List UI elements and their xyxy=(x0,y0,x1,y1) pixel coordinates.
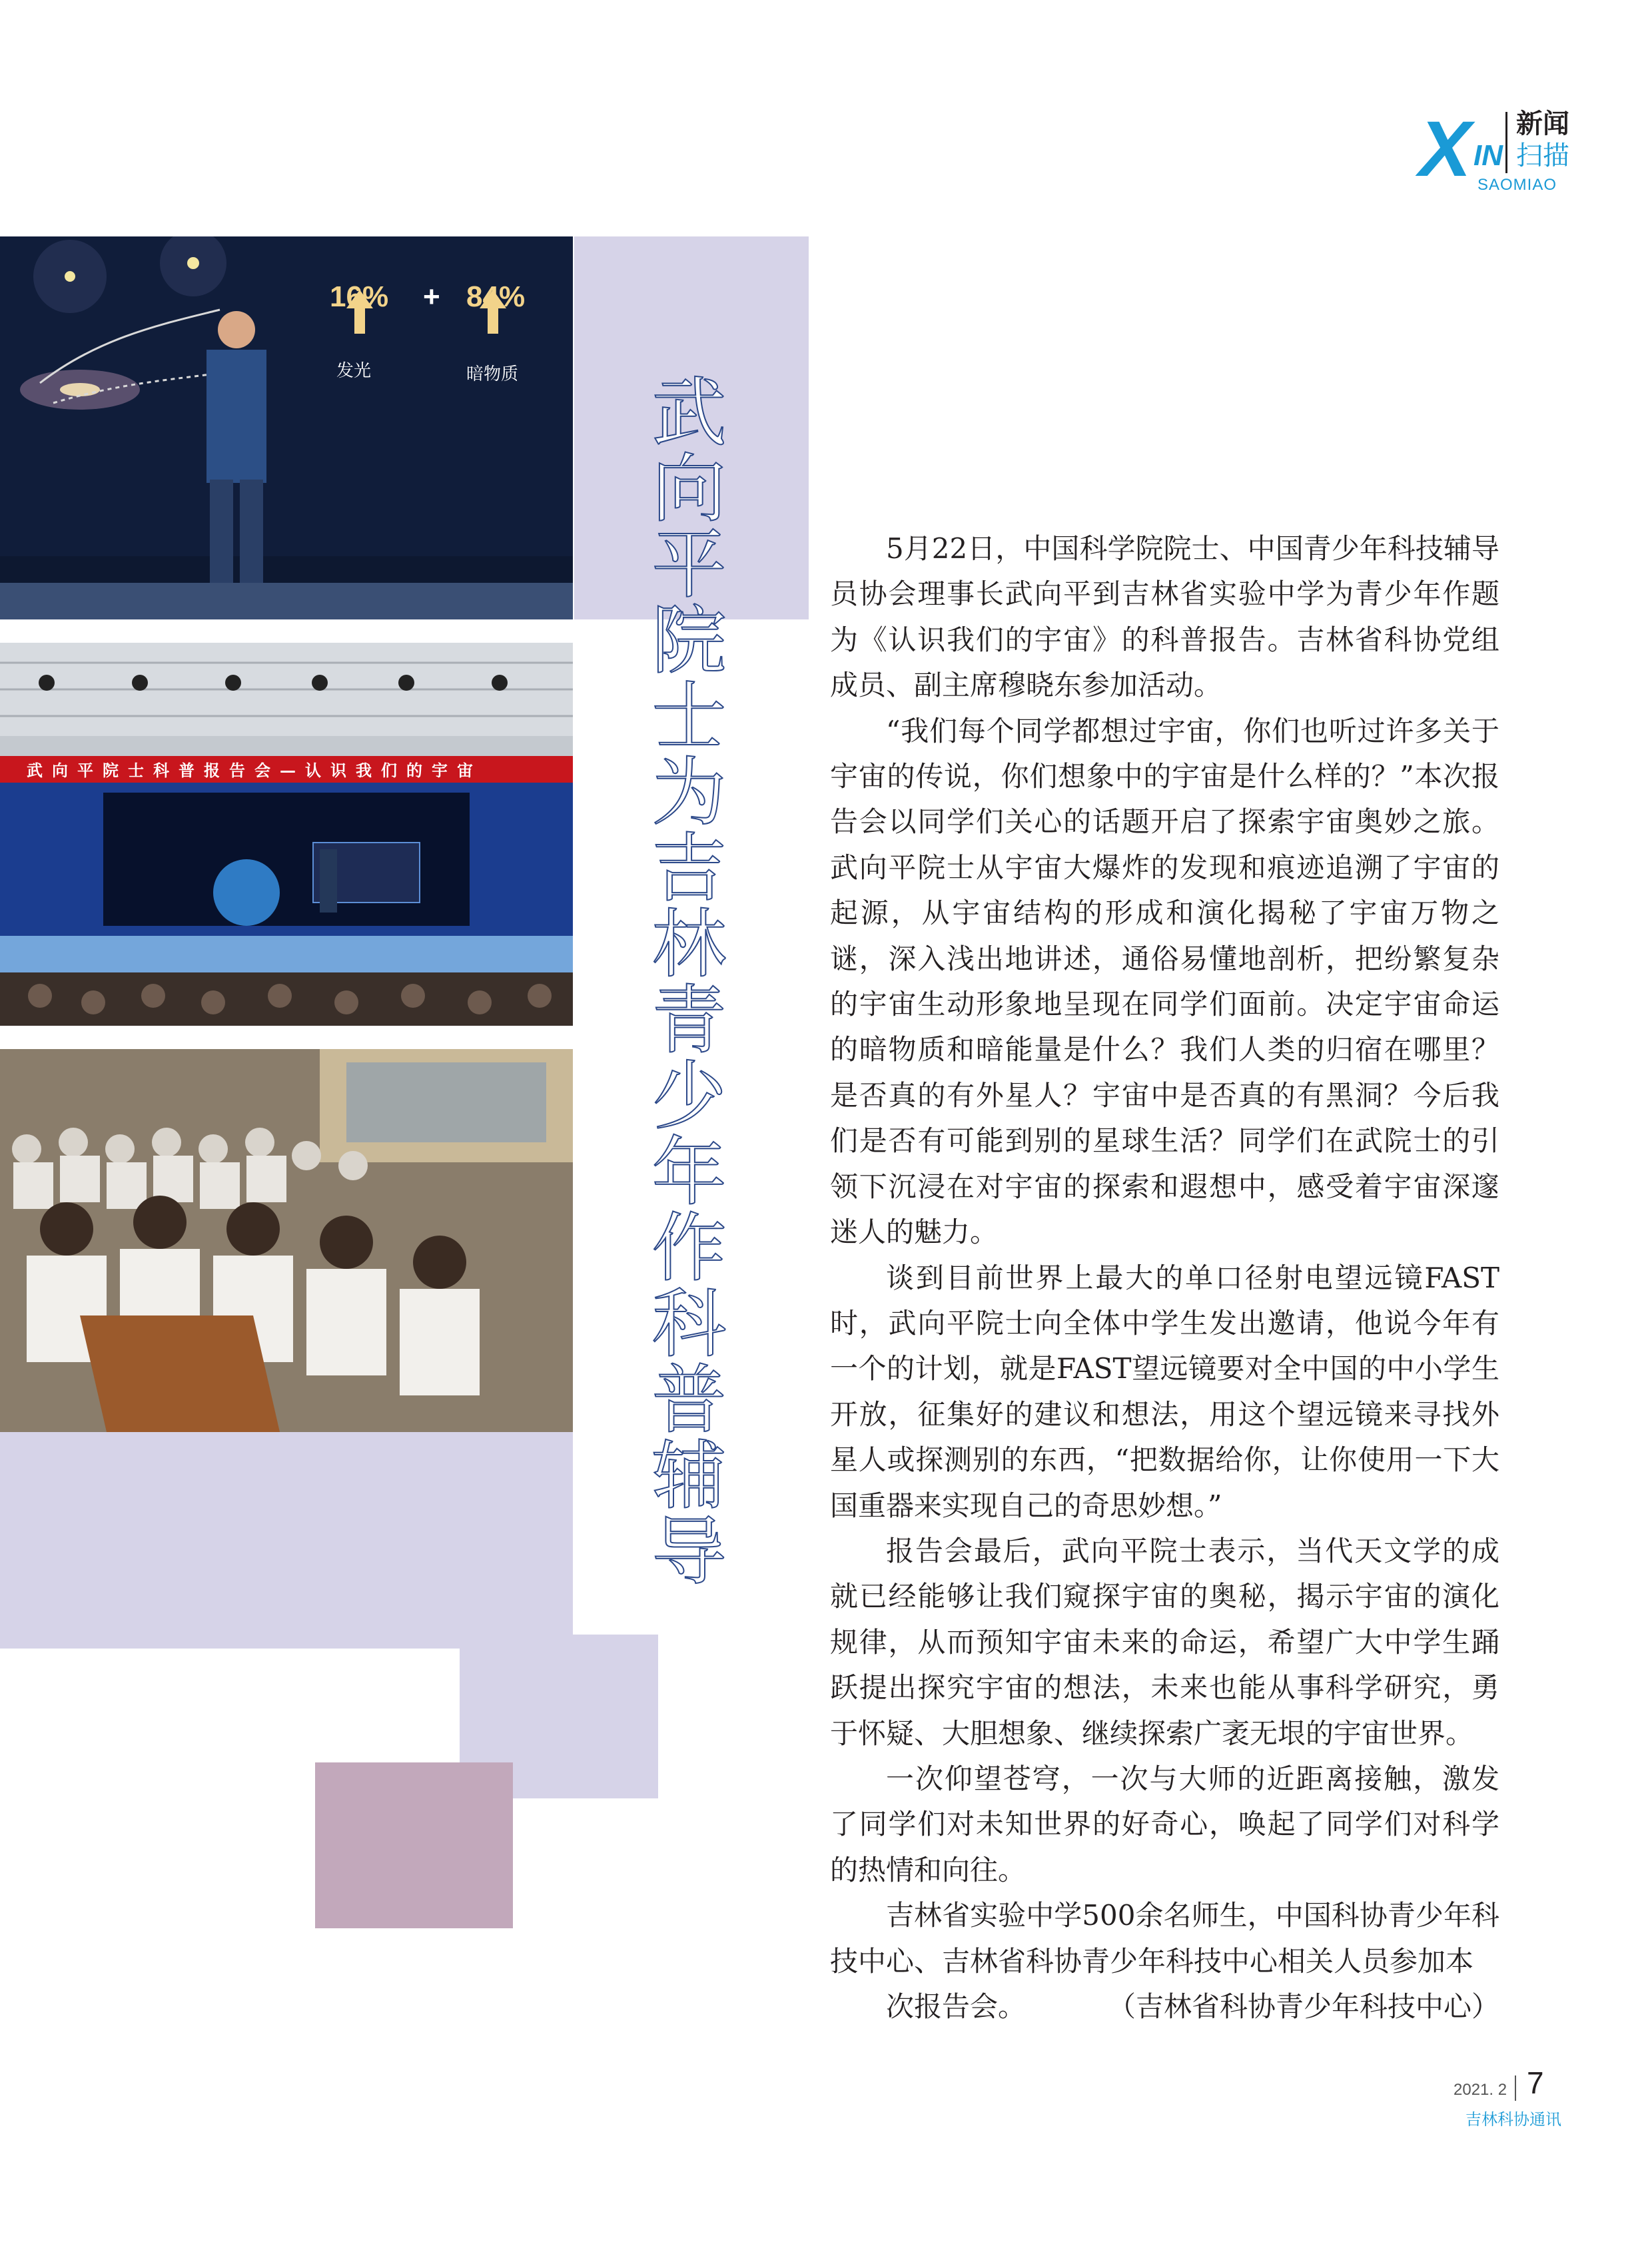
logo-english-text: SAOMIAO xyxy=(1477,176,1557,194)
closing-line xyxy=(830,1984,1499,2030)
author-signature: （吉林省科协青少年科技中心） xyxy=(1107,1990,1499,2023)
closing-text: 次报告会。 xyxy=(886,1990,1027,2023)
logo-in-letters: IN xyxy=(1473,139,1503,172)
logo-news-text: 新闻 xyxy=(1516,109,1569,139)
article-title: 武向平院士为吉林青少年作科普辅导 xyxy=(639,373,726,1588)
article-body xyxy=(830,526,1499,2030)
logo-x-letter: X xyxy=(1419,105,1471,193)
footer-divider xyxy=(1515,2075,1516,2101)
paragraph-4: 报告会最后，武向平院士表示，当代天文学的成就已经能够让我们窥探宇宙的奥秘，揭示宇宙的演化规律，从而预知宇宙未来的命运，希望广大中学生踊跃提出探究宇宙的想法，未来也能从事科学研究，勇于怀疑、大胆想象、继续探索广袤无垠的宇宙世界。 xyxy=(830,1534,1499,1750)
photo-auditorium-banner xyxy=(0,643,573,1026)
chart-pct-left: 16% xyxy=(330,280,389,313)
publication-name: 吉林科协通讯 xyxy=(1465,2110,1561,2129)
label-luminous: 发光 xyxy=(336,361,372,381)
logo-scan-text: 扫描 xyxy=(1516,141,1569,171)
paragraph-2: “我们每个同学都想过宇宙，你们也听过许多关于宇宙的传说，你们想象中的宇宙是什么样的？”本次报告会以同学们关心的话题开启了探索宇宙奥妙之旅。武向平院士从宇宙大爆炸的发现和痕迹追溯了宇宙的起源，从宇宙结构的形成和演化揭秘了宇宙万物之谜，深入浅出地讲述，通俗易懂地剖析，把纷繁复杂的宇宙生动形象地呈现在同学们面前。决定宇宙命运的暗物质和暗能量是什么？我们人类的归宿在哪里？是否真的有外星人？宇宙中是否真的有黑洞？今后我们是否有可能到别的星球生活？同学们在武院士的引领下沉浸在对宇宙的探索和遐想中，感受着宇宙深邃迷人的魅力。 xyxy=(830,714,1499,1249)
paragraph-6: 吉林省实验中学500余名师生，中国科协青少年科技中心、吉林省科协青少年科技中心相关人员参加本 xyxy=(830,1899,1499,1978)
chart-plus: + xyxy=(423,280,440,313)
paragraph-3: 谈到目前世界上最大的单口径射电望远镜FAST时，武向平院士向全体中学生发出邀请，他说今年有一个的计划，就是FAST望远镜要对全中国的中小学生开放，征集好的建议和想法，用这个望远镜来寻找外星人或探测别的东西，“把数据给你，让你使用一下大国重器来实现自己的奇思妙想。” xyxy=(830,1261,1499,1522)
page-number: 7 xyxy=(1527,2065,1544,2100)
decor-block-mauve xyxy=(315,1762,513,1928)
paragraph-5: 一次仰望苍穹，一次与大师的近距离接触，激发了同学们对未知世界的好奇心，唤起了同学们对科学的热情和向往。 xyxy=(830,1762,1499,1886)
photo-students-audience xyxy=(0,1049,573,1432)
photo-lecturer-stage xyxy=(0,236,573,619)
issue-date: 2021. 2 xyxy=(1453,2081,1507,2099)
paragraph-1: 5月22日，中国科学院院士、中国青少年科技辅导员协会理事长武向平到吉林省实验中学为青少年作题为《认识我们的宇宙》的科普报告。吉林省科协党组成员、副主席穆晓东参加活动。 xyxy=(830,532,1499,702)
chart-pct-right: 84% xyxy=(466,280,526,313)
decor-block-bottom xyxy=(0,1432,573,1649)
banner-text: 武向平院士科普报告会—认识我们的宇宙 xyxy=(27,761,482,780)
label-dark-matter: 暗物质 xyxy=(466,364,519,384)
logo-divider xyxy=(1505,112,1507,173)
